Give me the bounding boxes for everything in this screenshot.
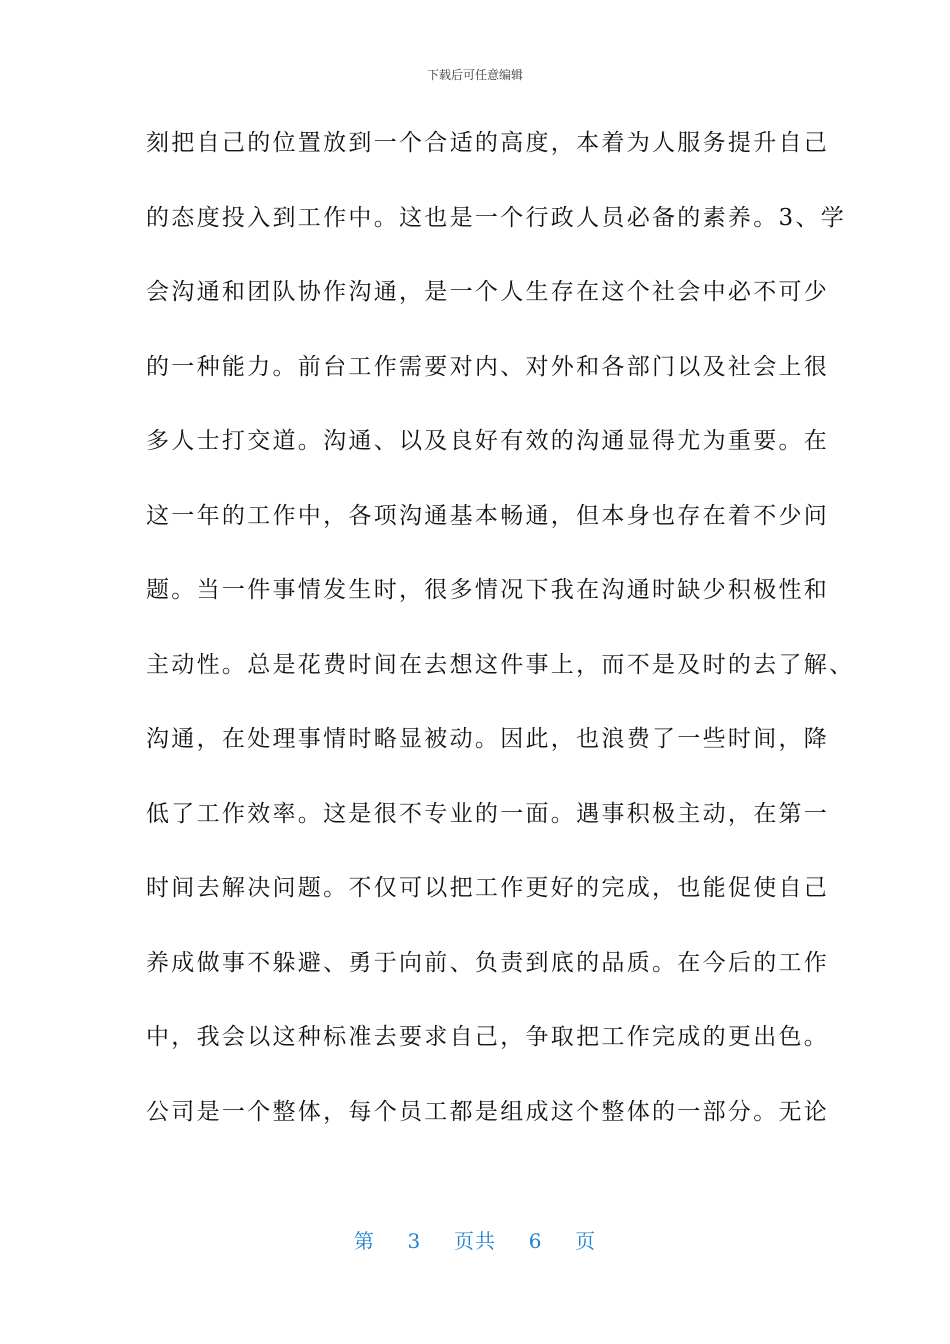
page-footer <box>0 1225 950 1254</box>
paragraph-line: 中，我会以这种标准去要求自己，争取把工作完成的更出色。 <box>146 1024 830 1050</box>
paragraph-line: 沟通，在处理事情时略显被动。因此，也浪费了一些时间，降 <box>146 726 830 752</box>
paragraph-line: 题。当一件事情发生时，很多情况下我在沟通时缺少积极性和 <box>146 577 830 603</box>
document-body <box>146 120 855 1163</box>
paragraph-line: 低了工作效率。这是很不专业的一面。遇事积极主动，在第一 <box>146 800 830 827</box>
page-label-suffix: 页 <box>575 1229 597 1253</box>
total-pages-number: 6 <box>528 1229 543 1253</box>
page-label-prefix: 第 <box>353 1229 375 1253</box>
paragraph-line: 刻把自己的位置放到一个合适的高度，本着为人服务提升自己 <box>146 130 830 156</box>
paragraph-line: 时间去解决问题。不仅可以把工作更好的完成，也能促使自己 <box>146 875 830 901</box>
paragraph-line: 主动性。总是花费时间在去想这件事上，而不是及时的去了解、 <box>146 651 855 678</box>
paragraph-line: 会沟通和团队协作沟通，是一个人生存在这个社会中必不可少 <box>146 279 830 305</box>
paragraph-line: 养成做事不躲避、勇于向前、负责到底的品质。在今后的工作 <box>146 949 830 976</box>
paragraph-line: 多人士打交道。沟通、以及良好有效的沟通显得尤为重要。在 <box>146 428 830 454</box>
paragraph-line: 这一年的工作中，各项沟通基本畅通，但本身也存在着不少问 <box>146 502 830 529</box>
paragraph-line: 公司是一个整体，每个员工都是组成这个整体的一部分。无论 <box>146 1098 830 1125</box>
paragraph-line: 的态度投入到工作中。这也是一个行政人员必备的素养。3、学 <box>146 204 847 231</box>
paragraph-line: 的一种能力。前台工作需要对内、对外和各部门以及社会上很 <box>146 353 830 380</box>
page-header: 下载后可任意编辑 <box>426 68 523 82</box>
current-page-number: 3 <box>407 1229 422 1253</box>
page-label-mid: 页共 <box>454 1229 496 1253</box>
